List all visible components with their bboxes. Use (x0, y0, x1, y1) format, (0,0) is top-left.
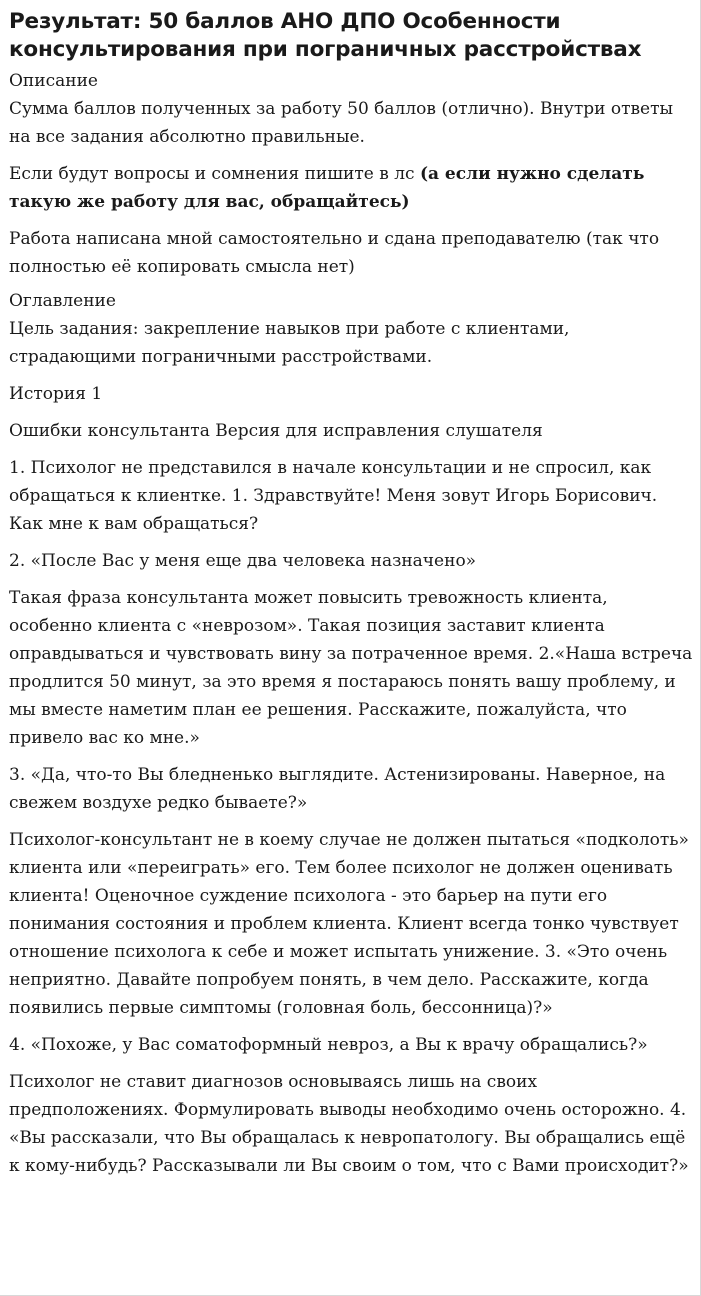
description-paragraph-2 (9, 160, 693, 216)
toc-paragraph-5: 2. «После Вас у меня еще два человека назначено» (9, 551, 477, 571)
toc-paragraph-2: История 1 (9, 384, 103, 404)
toc-paragraph-6: Такая фраза консультанта может повысить тревожность клиента, особенно клиента с «неврозом». Такая позиция заставит клиента оправдываться и чувствовать вину за потраченное время. 2.«Наша встреча продлится 50 минут, за это время я постараюсь понять вашу проблему, и мы вместе наметим план ее решения. Расскажите, пожалуйста, что привело вас ко мне.» (9, 588, 693, 748)
description-paragraph-3: Работа написана мной самостоятельно и сдана преподавателю (так что полностью её копировать смысла нет) (9, 229, 660, 277)
document-page (9, 8, 693, 1180)
toc-paragraph-4: 1. Психолог не представился в начале консультации и не спросил, как обращаться к клиентке. 1. Здравствуйте! Меня зовут Игорь Борисович. Как мне к вам обращаться? (9, 458, 658, 534)
description-label: Описание (9, 71, 98, 91)
description-paragraph-1: Сумма баллов полученных за работу 50 баллов (отлично). Внутри ответы на все задания абсолютно правильные. (9, 99, 674, 147)
toc-paragraph-8: Психолог-консультант не в коему случае не должен пытаться «подколоть» клиента или «переиграть» его. Тем более психолог не должен оценивать клиента! Оценочное суждение психолога - это барьер на пути его понимания состояния и проблем клиента. Клиент всегда тонко чувствует отношение психолога к себе и может испытать унижение. 3. «Это очень неприятно. Давайте попробуем понять, в чем дело. Расскажите, когда появились первые симптомы (головная боль, бессонница)?» (9, 830, 689, 1018)
toc-paragraph-3: Ошибки консультанта Версия для исправления слушателя (9, 421, 543, 441)
toc-paragraph-1: Цель задания: закрепление навыков при работе с клиентами, страдающими пограничными расстройствами. (9, 319, 570, 367)
toc-paragraph-7: 3. «Да, что-то Вы бледненько выглядите. Астенизированы. Наверное, на свежем воздухе редко бываете?» (9, 765, 666, 813)
description-paragraph-2-bold: (а если нужно сделать такую же работу для вас, обращайтесь) (9, 164, 645, 212)
toc-paragraph-9: 4. «Похоже, у Вас соматоформный невроз, а Вы к врачу обращались?» (9, 1035, 648, 1055)
toc-paragraph-10: Психолог не ставит диагнозов основываясь лишь на своих предположениях. Формулировать выводы необходимо очень осторожно. 4. «Вы рассказали, что Вы обращалась к невропатологу. Вы обращались ещё к кому-нибудь? Рассказывали ли Вы своим о том, что с Вами происходит?» (9, 1072, 689, 1176)
page-title: Результат: 50 баллов АНО ДПО Особенности консультирования при пограничных расстройствах (9, 9, 642, 62)
description-paragraph-2-text: Если будут вопросы и сомнения пишите в лс (9, 164, 420, 184)
toc-label: Оглавление (9, 291, 116, 311)
